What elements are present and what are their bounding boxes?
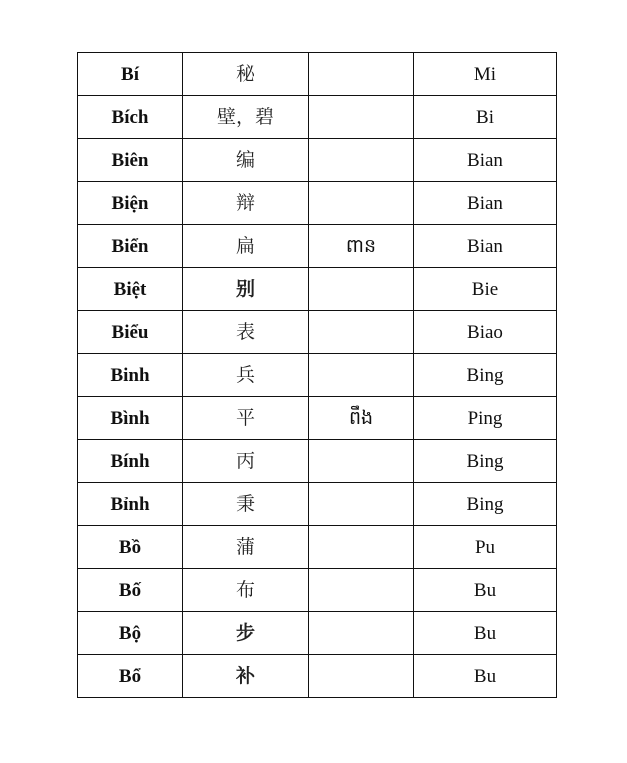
vietnamese-cell: Bình [78,397,183,440]
table-row [78,225,557,268]
vietnamese-cell: Bổ [78,655,183,698]
table-row [78,354,557,397]
pinyin-cell: Bie [414,268,557,311]
chinese-cell: 布 [183,569,309,612]
khmer-cell [309,311,414,354]
khmer-cell [309,569,414,612]
chinese-cell: 兵 [183,354,309,397]
table-row [78,96,557,139]
table-row [78,139,557,182]
chinese-cell: 步 [183,612,309,655]
khmer-cell [309,483,414,526]
pinyin-cell: Bu [414,612,557,655]
table-row [78,612,557,655]
vietnamese-cell: Bính [78,440,183,483]
vietnamese-cell: Bỉnh [78,483,183,526]
vietnamese-cell: Biên [78,139,183,182]
chinese-cell: 秉 [183,483,309,526]
pinyin-cell: Bing [414,440,557,483]
table-row [78,182,557,225]
vocabulary-table [77,52,557,698]
vietnamese-cell: Bí [78,53,183,96]
khmer-cell [309,526,414,569]
chinese-cell: 别 [183,268,309,311]
pinyin-cell: Bu [414,569,557,612]
table-row [78,483,557,526]
vietnamese-cell: Binh [78,354,183,397]
vietnamese-cell: Bố [78,569,183,612]
vietnamese-cell: Biển [78,225,183,268]
chinese-cell: 丙 [183,440,309,483]
khmer-cell: ពឹង [309,397,414,440]
table-row [78,569,557,612]
pinyin-cell: Bing [414,354,557,397]
pinyin-cell: Biao [414,311,557,354]
vietnamese-cell: Bộ [78,612,183,655]
vietnamese-cell: Biện [78,182,183,225]
khmer-cell [309,53,414,96]
table-row [78,440,557,483]
chinese-cell: 秘 [183,53,309,96]
khmer-cell [309,268,414,311]
chinese-cell: 蒲 [183,526,309,569]
khmer-cell [309,354,414,397]
pinyin-cell: Bian [414,225,557,268]
table-row [78,397,557,440]
khmer-cell [309,182,414,225]
khmer-cell [309,139,414,182]
chinese-cell: 编 [183,139,309,182]
pinyin-cell: Bing [414,483,557,526]
pinyin-cell: Ping [414,397,557,440]
pinyin-cell: Bu [414,655,557,698]
khmer-cell [309,655,414,698]
pinyin-cell: Pu [414,526,557,569]
chinese-cell: 表 [183,311,309,354]
table-row [78,268,557,311]
table-row [78,53,557,96]
khmer-cell: ពាន [309,225,414,268]
pinyin-cell: Mi [414,53,557,96]
khmer-cell [309,440,414,483]
table-row [78,655,557,698]
pinyin-cell: Bian [414,139,557,182]
vietnamese-cell: Biểu [78,311,183,354]
chinese-cell: 平 [183,397,309,440]
table-row [78,526,557,569]
chinese-cell: 补 [183,655,309,698]
pinyin-cell: Bian [414,182,557,225]
chinese-cell: 辩 [183,182,309,225]
chinese-cell: 扁 [183,225,309,268]
table-row [78,311,557,354]
vietnamese-cell: Bích [78,96,183,139]
khmer-cell [309,612,414,655]
pinyin-cell: Bi [414,96,557,139]
vietnamese-cell: Biệt [78,268,183,311]
chinese-cell: 壁，碧 [183,96,309,139]
khmer-cell [309,96,414,139]
vietnamese-cell: Bồ [78,526,183,569]
